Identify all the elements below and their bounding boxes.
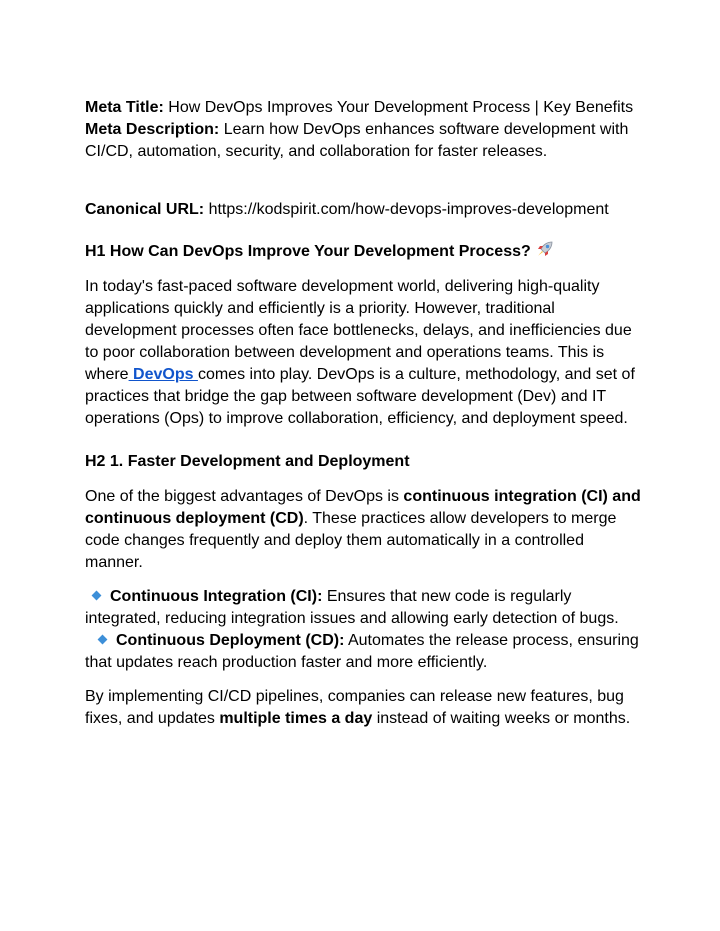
meta-title-label: Meta Title: [85,99,164,116]
meta-title-value: How DevOps Improves Your Development Process | Key Benefits [163,99,634,116]
intro-text-end: comes into play. DevOps is a culture, methodology, and set of practices that bridge the gap between software development (Dev) and IT operations (Ops) to improve collaboration, efficiency, and deployment speed. [85,366,635,427]
meta-description [85,119,645,163]
section-bold-text: continuous integration (CI) and continuous deployment (CD) [85,488,641,527]
bullet-list [85,586,645,674]
intro-paragraph [85,276,645,430]
heading-h1-text: H1 How Can DevOps Improve Your Development Process? [85,243,531,260]
section-paragraph-2 [85,686,645,730]
bullet-item [85,630,645,674]
heading-h2: H2 1. Faster Development and Deployment [85,453,410,470]
heading-h1 [85,239,645,264]
rocket-icon [535,239,555,259]
bullet-label: Continuous Integration (CI): [110,588,323,605]
section-text: instead of waiting weeks or months. [372,710,631,727]
bullet-text: Automates the release process, ensuring that updates reach production faster and more efficiently. [85,632,639,671]
spacer [85,163,645,199]
canonical-url [85,199,645,221]
intro-text-start: In today's fast-paced software development world, delivering high-quality applications quickly and efficiently is a priority. However, traditional development processes often face bottlenecks, delays, and inefficiencies due to poor collaboration between development and operations teams. This is where [85,278,632,383]
section-text: One of the biggest advantages of DevOps is [85,488,404,505]
meta-description-label: Meta Description: [85,121,220,138]
meta-description-value: Learn how DevOps enhances software development with CI/CD, automation, security, and collaboration for faster releases. [85,121,629,160]
meta-title [85,97,645,119]
section-paragraph-1 [85,486,645,574]
devops-link[interactable]: DevOps [128,366,198,383]
bullet-item [85,586,645,630]
bullet-text: Ensures that new code is regularly integrated, reducing integration issues and allowing early detection of bugs. [85,588,619,627]
diamond-bullet-icon [92,591,102,601]
canonical-url-label: Canonical URL: [85,201,205,218]
canonical-url-value: https://kodspirit.com/how-devops-improves-development [204,201,609,218]
bullet-label: Continuous Deployment (CD): [116,632,345,649]
section-text: By implementing CI/CD pipelines, companies can release new features, bug fixes, and updates [85,688,624,727]
diamond-bullet-icon [98,635,108,645]
section-bold-text: multiple times a day [219,710,373,727]
document-content [85,97,645,730]
section-text: . These practices allow developers to merge code changes frequently and deploy them automatically in a controlled manner. [85,510,617,571]
